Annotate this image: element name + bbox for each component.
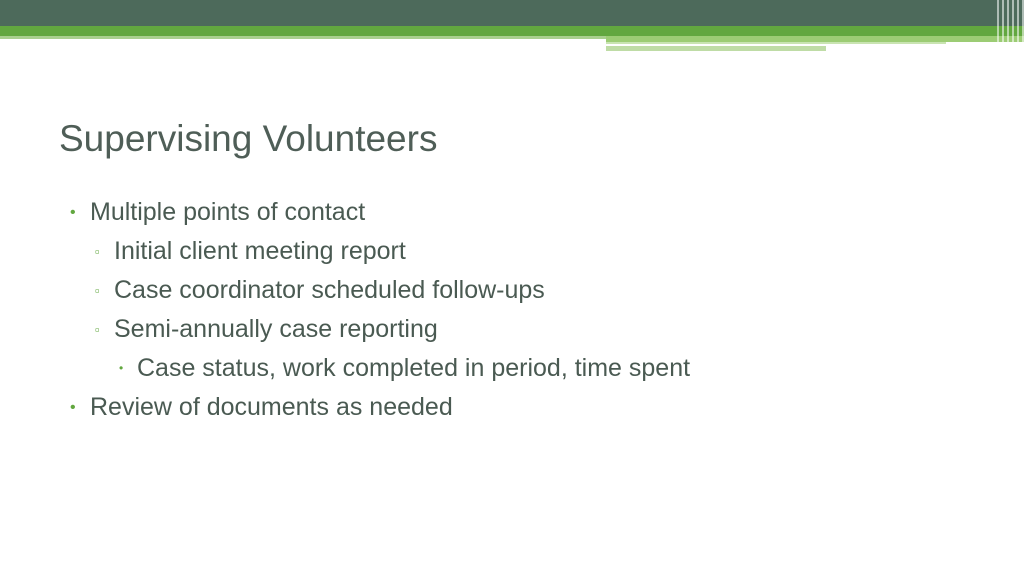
- bullet-text: Case status, work completed in period, time spent: [137, 354, 691, 382]
- slide-title: Supervising Volunteers: [59, 118, 438, 159]
- header-light-bar: [0, 36, 606, 39]
- bullet-text: Initial client meeting report: [114, 237, 406, 265]
- bullet-text: Multiple points of contact: [90, 198, 366, 226]
- bullet-square-icon: ▫: [95, 283, 100, 298]
- bullet-text: Semi-annually case reporting: [114, 315, 438, 343]
- header-dark-bar: [0, 0, 1024, 26]
- bullet-dot-icon: •: [70, 399, 76, 416]
- header-green-bar: [0, 26, 1024, 36]
- header-accent-bar-short: [606, 46, 826, 51]
- bullet-square-icon: ▫: [95, 244, 100, 259]
- header-stripes: [992, 0, 1024, 50]
- bullet-square-icon: ▫: [95, 322, 100, 337]
- header-accent-line: [606, 42, 946, 44]
- bullet-text: Case coordinator scheduled follow-ups: [114, 276, 545, 304]
- bullet-dot-icon: •: [119, 361, 124, 375]
- bullet-dot-icon: •: [70, 204, 76, 221]
- bullet-text: Review of documents as needed: [90, 393, 453, 421]
